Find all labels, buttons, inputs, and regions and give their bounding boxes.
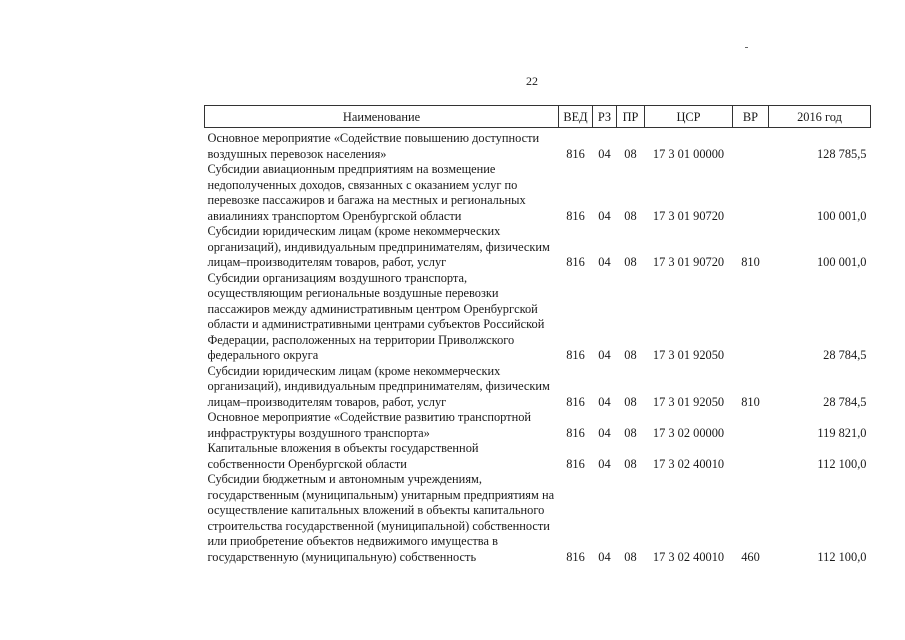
row-vr [733, 410, 769, 441]
row-pr: 08 [624, 425, 637, 440]
row-amount: 28 784,5 [823, 394, 867, 409]
row-pr: 08 [624, 146, 637, 161]
row-rz: 04 [598, 255, 611, 269]
row-csr: 17 3 01 00000 [652, 146, 725, 161]
table-row [205, 162, 871, 224]
table-row [205, 271, 871, 364]
row-rz: 04 [598, 456, 611, 471]
row-ved: 816 [566, 348, 585, 362]
row-rz: 04 [598, 146, 611, 161]
row-vr: 460 [741, 549, 760, 564]
row-name: Субсидии бюджетным и автономным учреждениям, государственным (муниципальным) унитарным предприятиям на осуществление капитальных вложений в объекты капитального строительства государственной (муниципальной) собственности или приобретение объектов недвижимого имущества в государственную (муниципальную) собственность [207, 472, 555, 564]
row-vr [733, 441, 769, 472]
table-row [205, 128, 871, 163]
row-name: Субсидии организациям воздушного транспорта, осуществляющим региональные воздушные перевозки пассажиров между административным центром Оренбургской области и административными центрами субъектов Российской Федерации, расположенных на территории Приволжского федерального округа [207, 270, 545, 362]
row-ved: 816 [566, 208, 585, 223]
row-amount: 28 784,5 [823, 348, 867, 362]
row-rz: 04 [598, 425, 611, 440]
row-csr: 17 3 01 90720 [652, 255, 725, 269]
row-csr: 17 3 02 00000 [652, 425, 725, 440]
row-rz: 04 [598, 549, 611, 564]
row-pr: 08 [624, 255, 637, 269]
header-rz: РЗ [593, 106, 617, 128]
row-vr: 810 [741, 255, 760, 269]
row-amount: 128 785,5 [816, 146, 867, 161]
row-name: Субсидии юридическим лицам (кроме некоммерческих организаций), индивидуальным предпринимателям, физическим лицам–производителям товаров, работ, услуг [207, 363, 550, 409]
row-csr: 17 3 01 90720 [652, 208, 725, 223]
header-pr: ПР [617, 106, 645, 128]
header-year: 2016 год [769, 106, 871, 128]
row-csr: 17 3 01 92050 [652, 394, 725, 409]
row-name: Основное мероприятие «Содействие повышению доступности воздушных перевозок населения» [207, 131, 540, 161]
row-name: Субсидии авиационным предприятиям на возмещение недополученных доходов, связанных с оказанием услуг по перевозке пассажиров и багажа на местных и региональных авиалиниях транспортом Оренбургской области [207, 162, 526, 223]
table-row [205, 410, 871, 441]
row-ved: 816 [566, 549, 585, 564]
row-rz: 04 [598, 208, 611, 223]
header-csr: ЦСР [645, 106, 733, 128]
row-csr: 17 3 01 92050 [652, 348, 725, 362]
row-ved: 816 [566, 146, 585, 161]
row-amount: 100 001,0 [816, 208, 867, 223]
header-name: Наименование [205, 106, 559, 128]
row-ved: 816 [566, 425, 585, 440]
row-amount: 100 001,0 [816, 255, 867, 269]
table-row [205, 224, 871, 271]
header-vr: ВР [733, 106, 769, 128]
row-pr: 08 [624, 348, 637, 362]
row-pr: 08 [624, 549, 637, 564]
table-row [205, 441, 871, 472]
row-pr: 08 [624, 456, 637, 471]
row-ved: 816 [566, 456, 585, 471]
row-ved: 816 [566, 255, 585, 269]
table-row [205, 364, 871, 411]
scan-mark [745, 47, 748, 48]
row-amount: 112 100,0 [817, 549, 867, 564]
row-pr: 08 [624, 208, 637, 223]
row-ved: 816 [566, 394, 585, 409]
row-name: Капитальные вложения в объекты государственной собственности Оренбургской области [207, 441, 479, 471]
row-rz: 04 [598, 394, 611, 409]
row-pr: 08 [624, 394, 637, 409]
header-ved: ВЕД [559, 106, 593, 128]
row-amount: 119 821,0 [817, 425, 867, 440]
page-number: 22 [526, 74, 538, 88]
row-vr: 810 [741, 394, 760, 409]
table-header-row [205, 106, 871, 128]
row-amount: 112 100,0 [817, 456, 867, 471]
row-name: Основное мероприятие «Содействие развитию транспортной инфраструктуры воздушного транспорта» [207, 410, 532, 440]
row-name: Субсидии юридическим лицам (кроме некоммерческих организаций), индивидуальным предпринимателям, физическим лицам–производителям товаров, работ, услуг [207, 224, 550, 269]
row-vr [733, 271, 769, 364]
row-csr: 17 3 02 40010 [652, 456, 725, 471]
row-vr [733, 162, 769, 224]
table-row [205, 472, 871, 565]
row-rz: 04 [598, 348, 611, 362]
row-vr [733, 128, 769, 163]
budget-table [204, 105, 871, 565]
row-csr: 17 3 02 40010 [652, 549, 725, 564]
